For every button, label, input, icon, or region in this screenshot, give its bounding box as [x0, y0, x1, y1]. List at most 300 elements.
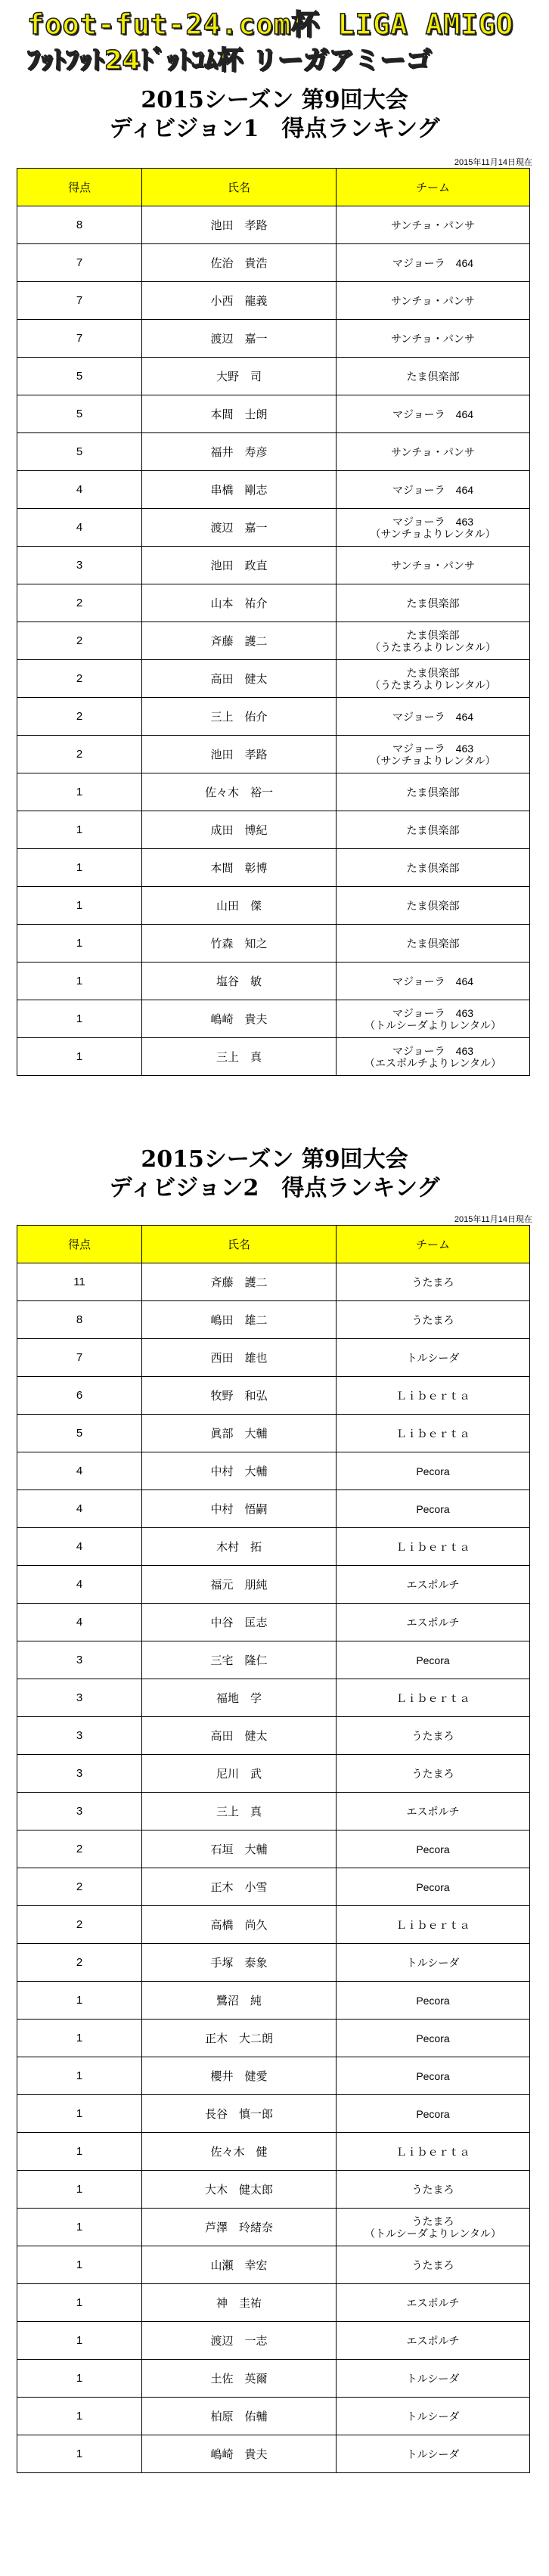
table-row — [17, 1000, 530, 1038]
team-name: たま倶楽部 — [406, 597, 460, 609]
team-cell — [337, 433, 530, 471]
table-row — [17, 1982, 530, 2020]
player-name-cell — [142, 1566, 337, 1604]
points-cell: 5 — [17, 358, 142, 395]
team-cell — [337, 811, 530, 849]
points-cell: 3 — [17, 1755, 142, 1793]
banner-title-katakana: ﾌｯﾄﾌｯﾄ24ﾄﾞｯﾄｺﾑ杯 リーガアミーゴ — [27, 45, 432, 76]
points-cell: 1 — [17, 2133, 142, 2171]
player-name: 尼川 武 — [216, 1768, 262, 1781]
player-name-cell — [142, 811, 337, 849]
team-cell — [337, 773, 530, 811]
points-cell: 5 — [17, 395, 142, 433]
points-cell: 1 — [17, 849, 142, 887]
player-name-cell — [142, 1944, 337, 1982]
team-name: Pecora — [416, 1502, 450, 1515]
player-name: 大木 健太郎 — [204, 2184, 273, 2196]
points-cell: 4 — [17, 1490, 142, 1528]
player-name: 山本 祐介 — [210, 597, 268, 610]
player-name: 神 圭祐 — [216, 2297, 262, 2310]
points-cell: 2 — [17, 1830, 142, 1868]
points-cell: 1 — [17, 963, 142, 1000]
team-name: トルシーダ — [406, 1956, 460, 1969]
table-row — [17, 1415, 530, 1452]
player-name: 中村 悟嗣 — [210, 1503, 268, 1516]
team-name: マジョーラ 463 — [392, 515, 474, 528]
team-name: サンチョ・パンサ — [391, 445, 475, 458]
team-cell — [337, 1793, 530, 1830]
points-cell: 1 — [17, 1982, 142, 2020]
team-cell — [337, 1830, 530, 1868]
points-cell: 7 — [17, 244, 142, 282]
team-cell — [337, 1944, 530, 1982]
points-cell: 1 — [17, 2246, 142, 2284]
team-cell — [337, 1339, 530, 1377]
table-row — [17, 1566, 530, 1604]
player-name: 嶋崎 貴夫 — [210, 1013, 268, 1026]
table-row — [17, 622, 530, 660]
table-row — [17, 320, 530, 358]
team-cell — [337, 1490, 530, 1528]
team-rental-note: （エスポルチよりレンタル） — [364, 1056, 502, 1069]
team-name: Pecora — [416, 1994, 450, 2007]
team-cell — [337, 1263, 530, 1301]
team-name: うたまろ — [411, 2258, 454, 2271]
points-cell: 5 — [17, 433, 142, 471]
team-cell — [337, 1377, 530, 1415]
player-name: 渡辺 嘉一 — [210, 522, 268, 535]
points-cell: 3 — [17, 1679, 142, 1717]
team-cell — [337, 1604, 530, 1641]
team-cell — [337, 2133, 530, 2171]
player-name-cell — [142, 2020, 337, 2057]
team-cell — [337, 547, 530, 584]
player-name: 竹森 知之 — [210, 938, 268, 950]
player-name: 眞部 大輔 — [210, 1427, 268, 1440]
table-row — [17, 849, 530, 887]
table-row — [17, 206, 530, 244]
table-row — [17, 2360, 530, 2398]
player-name: 串橋 剛志 — [210, 484, 268, 497]
team-cell — [337, 849, 530, 887]
player-name-cell — [142, 1830, 337, 1868]
player-name-cell — [142, 1641, 337, 1679]
team-name: Pecora — [416, 1880, 450, 1893]
division1-ranking-table — [17, 168, 530, 1076]
player-name-cell — [142, 1263, 337, 1301]
table-row — [17, 2284, 530, 2322]
points-cell: 2 — [17, 1906, 142, 1944]
team-cell — [337, 509, 530, 547]
player-name: 高田 健太 — [210, 1730, 268, 1743]
table-row — [17, 1377, 530, 1415]
team-cell — [337, 282, 530, 320]
player-name-cell — [142, 471, 337, 509]
table-row — [17, 2246, 530, 2284]
team-cell — [337, 1982, 530, 2020]
player-name: 池田 孝路 — [210, 219, 268, 232]
table-row — [17, 660, 530, 698]
player-name: 福井 寿彦 — [210, 446, 268, 459]
points-cell: 1 — [17, 2171, 142, 2209]
team-cell — [337, 2209, 530, 2246]
player-name-cell — [142, 1868, 337, 1906]
division2-date: 2015年11月14日現在 — [454, 1215, 532, 1224]
header-team: チーム — [337, 1226, 530, 1263]
player-name: 嶋田 雄二 — [210, 1314, 268, 1327]
player-name-cell — [142, 282, 337, 320]
player-name: 斉藤 護二 — [210, 1276, 268, 1289]
points-cell: 1 — [17, 1038, 142, 1076]
player-name-cell — [142, 1339, 337, 1377]
table-row — [17, 1339, 530, 1377]
player-name-cell — [142, 509, 337, 547]
table-row — [17, 2435, 530, 2473]
team-name: Ｌｉｂｅｒｔａ — [395, 1540, 470, 1553]
player-name: 三上 真 — [216, 1806, 262, 1818]
player-name: 福地 学 — [216, 1692, 262, 1705]
player-name: 牧野 和弘 — [210, 1390, 268, 1403]
player-name: 正木 大二朗 — [204, 2032, 273, 2045]
player-name-cell — [142, 849, 337, 887]
team-name: エスポルチ — [406, 2334, 460, 2347]
team-name: Pecora — [416, 1465, 450, 1477]
team-name: たま倶楽部 — [406, 861, 460, 874]
player-name-cell — [142, 1452, 337, 1490]
table-row — [17, 2057, 530, 2095]
player-name: 佐々木 健 — [210, 2146, 268, 2159]
player-name: 小西 龍義 — [210, 295, 268, 308]
table-row — [17, 1868, 530, 1906]
table-row — [17, 2209, 530, 2246]
team-name: トルシーダ — [406, 2410, 460, 2423]
team-name: たま倶楽部 — [406, 899, 460, 912]
points-cell: 2 — [17, 736, 142, 773]
team-cell — [337, 1528, 530, 1566]
team-rental-note: （うたまろよりレンタル） — [369, 678, 497, 691]
points-cell: 2 — [17, 1944, 142, 1982]
player-name-cell — [142, 1377, 337, 1415]
team-cell — [337, 887, 530, 925]
team-cell — [337, 736, 530, 773]
player-name-cell — [142, 2171, 337, 2209]
table-row — [17, 925, 530, 963]
points-cell: 2 — [17, 584, 142, 622]
division2-rows — [17, 1263, 530, 2473]
table-row — [17, 963, 530, 1000]
table-row — [17, 736, 530, 773]
table-row — [17, 773, 530, 811]
team-name: マジョーラ 464 — [392, 256, 474, 269]
table-row — [17, 698, 530, 736]
player-name: 鷺沼 純 — [216, 1995, 262, 2007]
team-name: マジョーラ 464 — [392, 975, 474, 987]
player-name: 中村 大輔 — [210, 1465, 268, 1478]
player-name-cell — [142, 2057, 337, 2095]
team-name: マジョーラ 464 — [392, 483, 474, 496]
team-name: Ｌｉｂｅｒｔａ — [395, 2145, 470, 2158]
player-name: 高田 健太 — [210, 673, 268, 686]
points-cell: 8 — [17, 1301, 142, 1339]
player-name: 佐々木 裕一 — [204, 786, 273, 799]
division1-title-line1: 2015シーズン 第9回大会 — [141, 87, 408, 113]
header-points: 得点 — [17, 1226, 142, 1263]
player-name: 手塚 泰象 — [210, 1957, 268, 1970]
player-name: 柏原 佑輔 — [210, 2410, 268, 2423]
team-name: たま倶楽部 — [406, 666, 460, 679]
team-name: Ｌｉｂｅｒｔａ — [395, 1389, 470, 1402]
table-row — [17, 1717, 530, 1755]
player-name-cell — [142, 2284, 337, 2322]
player-name: 本間 彰博 — [210, 862, 268, 875]
team-name: エスポルチ — [406, 1578, 460, 1591]
team-rental-note: （トルシーダよりレンタル） — [364, 1018, 501, 1031]
player-name-cell — [142, 2435, 337, 2473]
table-row — [17, 1944, 530, 1982]
team-cell — [337, 1641, 530, 1679]
division1-date: 2015年11月14日現在 — [454, 158, 532, 167]
player-name: 三上 真 — [216, 1051, 262, 1064]
player-name: 正木 小雪 — [210, 1881, 268, 1894]
points-cell: 4 — [17, 1452, 142, 1490]
points-cell: 2 — [17, 660, 142, 698]
team-cell — [337, 1717, 530, 1755]
team-name: たま倶楽部 — [406, 628, 460, 641]
table-row — [17, 1793, 530, 1830]
table-row — [17, 887, 530, 925]
team-cell — [337, 2171, 530, 2209]
team-cell — [337, 698, 530, 736]
team-cell — [337, 1415, 530, 1452]
points-cell: 1 — [17, 2284, 142, 2322]
player-name: 池田 孝路 — [210, 749, 268, 761]
player-name-cell — [142, 584, 337, 622]
points-cell: 2 — [17, 698, 142, 736]
team-cell — [337, 2284, 530, 2322]
points-cell: 1 — [17, 1000, 142, 1038]
points-cell: 1 — [17, 2095, 142, 2133]
team-name: たま倶楽部 — [406, 786, 460, 798]
player-name-cell — [142, 206, 337, 244]
player-name-cell — [142, 1793, 337, 1830]
points-cell: 5 — [17, 1415, 142, 1452]
team-cell — [337, 320, 530, 358]
player-name: 成田 博紀 — [210, 824, 268, 837]
table-row — [17, 2398, 530, 2435]
points-cell: 2 — [17, 1868, 142, 1906]
team-rental-note: （サンチョよりレンタル） — [370, 754, 496, 767]
table-header-row — [17, 169, 530, 206]
table-row — [17, 358, 530, 395]
player-name: 三宅 隆仁 — [210, 1654, 268, 1667]
points-cell: 7 — [17, 320, 142, 358]
team-name: Ｌｉｂｅｒｔａ — [395, 1691, 470, 1704]
player-name: 塩谷 敏 — [216, 975, 262, 988]
player-name-cell — [142, 1000, 337, 1038]
team-name: たま倶楽部 — [406, 937, 460, 950]
team-rental-note: （サンチョよりレンタル） — [370, 527, 496, 540]
team-cell — [337, 1000, 530, 1038]
points-cell: 1 — [17, 925, 142, 963]
team-name: うたまろ — [411, 1313, 454, 1326]
team-cell — [337, 1301, 530, 1339]
team-cell — [337, 660, 530, 698]
team-cell — [337, 2020, 530, 2057]
team-cell — [337, 206, 530, 244]
header-name: 氏名 — [142, 1226, 337, 1263]
points-cell: 3 — [17, 547, 142, 584]
table-row — [17, 547, 530, 584]
player-name-cell — [142, 1982, 337, 2020]
team-cell — [337, 2435, 530, 2473]
player-name-cell — [142, 320, 337, 358]
header-name: 氏名 — [142, 169, 337, 206]
team-rental-note: （トルシーダよりレンタル） — [364, 2227, 501, 2240]
player-name-cell — [142, 2246, 337, 2284]
player-name-cell — [142, 2360, 337, 2398]
player-name-cell — [142, 736, 337, 773]
table-row — [17, 1452, 530, 1490]
table-row — [17, 584, 530, 622]
player-name-cell — [142, 547, 337, 584]
player-name-cell — [142, 1490, 337, 1528]
team-name: Pecora — [416, 2107, 450, 2120]
table-row — [17, 2020, 530, 2057]
table-row — [17, 509, 530, 547]
table-row — [17, 2095, 530, 2133]
team-name: トルシーダ — [406, 2447, 460, 2460]
points-cell: 1 — [17, 2322, 142, 2360]
team-cell — [337, 2322, 530, 2360]
table-row — [17, 1604, 530, 1641]
player-name: 佐治 貴浩 — [210, 257, 268, 270]
team-name: サンチョ・パンサ — [391, 294, 475, 307]
team-name: マジョーラ 463 — [392, 742, 474, 755]
table-row — [17, 1641, 530, 1679]
team-cell — [337, 1566, 530, 1604]
player-name-cell — [142, 660, 337, 698]
player-name-cell — [142, 1717, 337, 1755]
team-cell — [337, 1679, 530, 1717]
team-name: エスポルチ — [406, 1805, 460, 1818]
team-cell — [337, 395, 530, 433]
team-rental-note: （うたまろよりレンタル） — [369, 640, 497, 653]
player-name-cell — [142, 1755, 337, 1793]
team-name: たま倶楽部 — [406, 823, 460, 836]
points-cell: 1 — [17, 2057, 142, 2095]
team-name: マジョーラ 463 — [392, 1006, 474, 1019]
team-cell — [337, 2246, 530, 2284]
table-row — [17, 811, 530, 849]
player-name-cell — [142, 1415, 337, 1452]
division2-title-line1: 2015シーズン 第9回大会 — [141, 1146, 408, 1173]
points-cell: 3 — [17, 1793, 142, 1830]
player-name: 高橋 尚久 — [210, 1919, 268, 1932]
team-name: トルシーダ — [406, 1351, 460, 1364]
division1-title — [0, 86, 549, 144]
player-name-cell — [142, 773, 337, 811]
player-name: 山瀬 幸宏 — [210, 2259, 268, 2272]
team-cell — [337, 1038, 530, 1076]
team-name: たま倶楽部 — [406, 370, 460, 383]
team-name: マジョーラ 463 — [392, 1044, 474, 1057]
table-row — [17, 1528, 530, 1566]
player-name-cell — [142, 358, 337, 395]
table-row — [17, 395, 530, 433]
player-name: 長谷 慎一郎 — [204, 2108, 273, 2121]
points-cell: 4 — [17, 471, 142, 509]
team-name: エスポルチ — [406, 2296, 460, 2309]
points-cell: 4 — [17, 1604, 142, 1641]
team-cell — [337, 1755, 530, 1793]
points-cell: 1 — [17, 2209, 142, 2246]
team-name: サンチョ・パンサ — [391, 332, 475, 345]
points-cell: 7 — [17, 1339, 142, 1377]
points-cell: 6 — [17, 1377, 142, 1415]
team-name: うたまろ — [411, 2215, 454, 2227]
team-cell — [337, 925, 530, 963]
player-name: 石垣 大輔 — [210, 1843, 268, 1856]
team-cell — [337, 358, 530, 395]
team-name: うたまろ — [411, 1729, 454, 1742]
table-row — [17, 2322, 530, 2360]
player-name-cell — [142, 2209, 337, 2246]
player-name: 大野 司 — [216, 370, 262, 383]
player-name-cell — [142, 1528, 337, 1566]
player-name: 池田 政直 — [210, 560, 268, 572]
table-row — [17, 1679, 530, 1717]
team-cell — [337, 2057, 530, 2095]
points-cell: 1 — [17, 811, 142, 849]
table-row — [17, 282, 530, 320]
points-cell: 1 — [17, 2398, 142, 2435]
points-cell: 1 — [17, 2360, 142, 2398]
team-name: うたまろ — [411, 1276, 454, 1288]
team-cell — [337, 963, 530, 1000]
team-cell — [337, 1452, 530, 1490]
player-name: 本間 士朗 — [210, 408, 268, 421]
points-cell: 3 — [17, 1717, 142, 1755]
table-row — [17, 1906, 530, 1944]
table-row — [17, 1263, 530, 1301]
points-cell: 4 — [17, 509, 142, 547]
points-cell: 1 — [17, 2020, 142, 2057]
division2-ranking-table — [17, 1225, 530, 2473]
division2-title-line2: ディビジョン2 得点ランキング — [109, 1175, 440, 1201]
player-name-cell — [142, 2398, 337, 2435]
points-cell: 1 — [17, 887, 142, 925]
player-name-cell — [142, 1906, 337, 1944]
player-name-cell — [142, 244, 337, 282]
team-cell — [337, 2095, 530, 2133]
table-row — [17, 1038, 530, 1076]
player-name: 櫻井 健愛 — [210, 2070, 268, 2083]
points-cell: 4 — [17, 1566, 142, 1604]
team-name: Pecora — [416, 2032, 450, 2044]
points-cell: 3 — [17, 1641, 142, 1679]
player-name-cell — [142, 622, 337, 660]
team-name: うたまろ — [411, 2183, 454, 2196]
team-name: Ｌｉｂｅｒｔａ — [395, 1427, 470, 1440]
team-name: Ｌｉｂｅｒｔａ — [395, 1918, 470, 1931]
team-name: マジョーラ 464 — [392, 710, 474, 723]
table-row — [17, 1490, 530, 1528]
player-name: 渡辺 嘉一 — [210, 333, 268, 346]
player-name-cell — [142, 2322, 337, 2360]
table-row — [17, 471, 530, 509]
player-name-cell — [142, 698, 337, 736]
team-name: サンチョ・パンサ — [391, 559, 475, 572]
